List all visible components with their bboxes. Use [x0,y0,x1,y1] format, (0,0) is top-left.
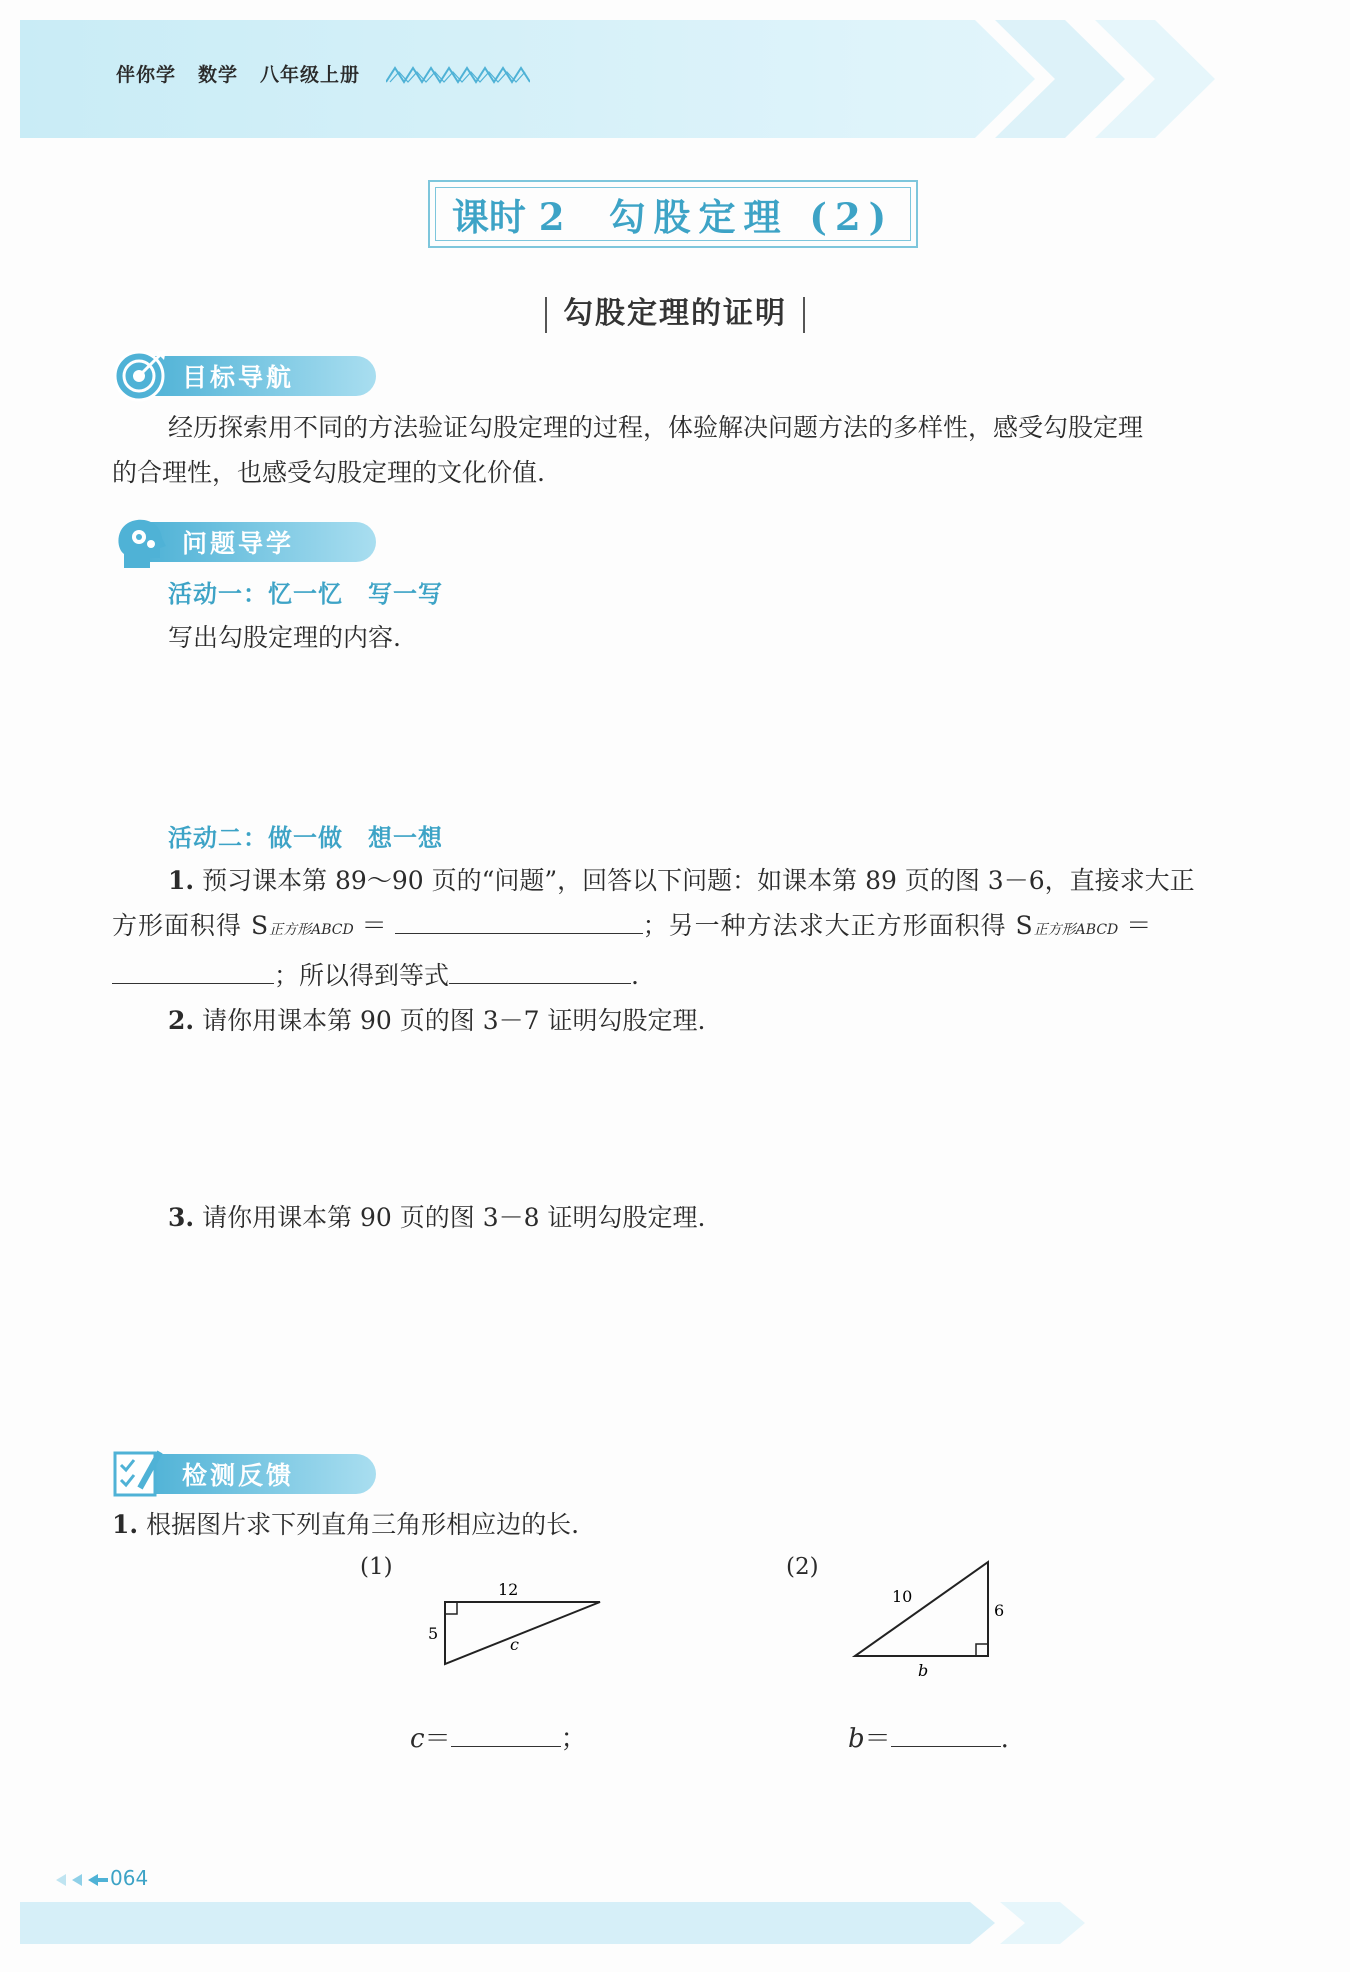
zigzag-decoration [386,66,530,84]
fig2-leg-right-label: 6 [994,1601,1005,1620]
fig2-answer: b＝ . [848,1716,1009,1755]
fig2-leg-bottom-label: b [918,1661,929,1680]
header-grade: 八年级上册 [260,64,361,86]
answer-blank-area-2[interactable] [112,953,274,984]
lesson-number: 课时 2 [451,195,565,239]
fig1-leg-left-label: 5 [428,1624,439,1643]
figure-2-label: (2) [786,1554,819,1580]
goals-text: 经历探索用不同的方法验证勾股定理的过程，体验解决问题方法的多样性，感受勾股定理 的合理性，也感受勾股定理的文化价值. [112,413,1144,487]
fig1-leg-top-label: 12 [498,1580,519,1599]
check-badge-label: 检测反馈 [182,1461,295,1490]
footer-band [20,1902,1330,1944]
goals-badge-label: 目标导航 [182,363,295,392]
fig1-answer-blank[interactable] [451,1716,561,1747]
fig2-answer-blank[interactable] [891,1716,1001,1747]
activity2-question-2: 2. 请你用课本第 90 页的图 3－7 证明勾股定理. [168,1006,706,1035]
fig2-hyp-label: 10 [892,1587,913,1606]
activity2-question-3: 3. 请你用课本第 90 页的图 3－8 证明勾股定理. [168,1203,706,1232]
activity1-label: 活动一：忆一忆 写一写 [168,580,443,608]
header-subject: 数学 [198,64,239,86]
guide-badge-label: 问题导学 [182,529,295,558]
figure-1-label: (1) [360,1554,393,1580]
section-subtitle: 勾股定理的证明 [0,288,1350,333]
answer-blank-area-1[interactable] [395,903,643,934]
fig1-hyp-label: c [510,1635,519,1654]
activity1-prompt: 写出勾股定理的内容. [168,623,401,652]
checklist-pen-icon [112,1448,170,1500]
activity2-question-1: 1. 预习课本第 89～90 页的“问题”，回答以下问题：如课本第 89 页的图 3－6，直接求大正 方形面积得 S正方形ABCD ＝ ；另一种方法求大正方形面积得 S正方形ABCD ＝ ；所以得到等式 . [112,866,1195,990]
figure-1-triangle [420,1576,610,1676]
check-badge [112,1446,382,1496]
check-question-1: 1. 根据图片求下列直角三角形相应边的长. [112,1510,580,1539]
header-text [116,60,382,87]
footer-arrows-icon [56,1872,110,1888]
guide-badge [112,514,382,564]
fig1-answer: c＝ ； [410,1716,587,1755]
header-book: 伴你学 [116,64,177,86]
head-gear-icon [114,516,168,570]
figure-2-triangle [840,1554,1010,1684]
target-icon [112,348,170,404]
page-number: 064 [110,1866,149,1890]
goals-badge [112,348,382,398]
activity2-label: 活动二：做一做 想一想 [168,824,443,852]
answer-blank-equation[interactable] [449,953,631,984]
lesson-title-box [428,180,918,248]
lesson-title: 勾股定理 (2) [608,195,895,239]
